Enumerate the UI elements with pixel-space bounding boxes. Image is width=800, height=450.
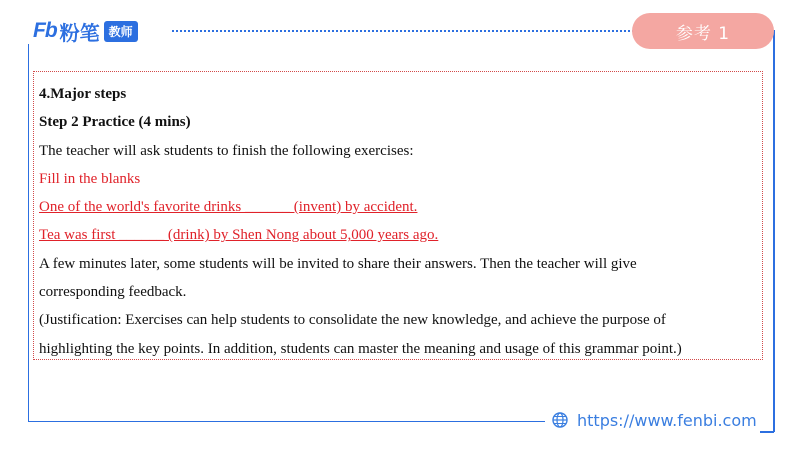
justification-line-1: (Justification: Exercises can help students to consolidate the new knowledge, and achieve the purpose of: [39, 312, 666, 329]
feedback-line-1: A few minutes later, some students will be invited to share their answers. Then the teacher will give: [39, 255, 637, 272]
step-title: Step 2 Practice (4 mins): [39, 114, 191, 131]
footer-url[interactable]: [552, 409, 757, 431]
logo-tag: 教师: [104, 21, 138, 42]
fenbi-logo: [33, 18, 138, 44]
frame-left-border: [28, 44, 29, 422]
frame-bottom-corner: [760, 431, 774, 433]
exercise-title: Fill in the blanks: [39, 170, 141, 187]
intro-text: The teacher will ask students to finish the following exercises:: [39, 142, 414, 159]
frame-bottom-border: [28, 421, 545, 422]
content-text: [39, 80, 769, 363]
exercise-sentence-2: Tea was first ______ (drink) by Shen Nong about 5,000 years ago.: [39, 227, 439, 244]
reference-button[interactable]: 参考 1: [632, 13, 774, 49]
exercise-sentence-1: One of the world's favorite drinks ______ (invent) by accident.: [39, 199, 418, 216]
logo-text: 粉笔: [59, 20, 100, 45]
section-heading: 4.Major steps: [39, 86, 127, 102]
logo-mark: Fb: [33, 19, 57, 42]
justification-line-2: highlighting the key points. In addition, students can master the meaning and usage of this grammar point.): [39, 340, 682, 357]
globe-icon: [552, 412, 568, 428]
top-divider: [172, 30, 642, 32]
feedback-line-2: corresponding feedback.: [39, 284, 187, 301]
url-text[interactable]: https://www.fenbi.com: [577, 410, 757, 430]
frame-right-border: [773, 30, 775, 432]
